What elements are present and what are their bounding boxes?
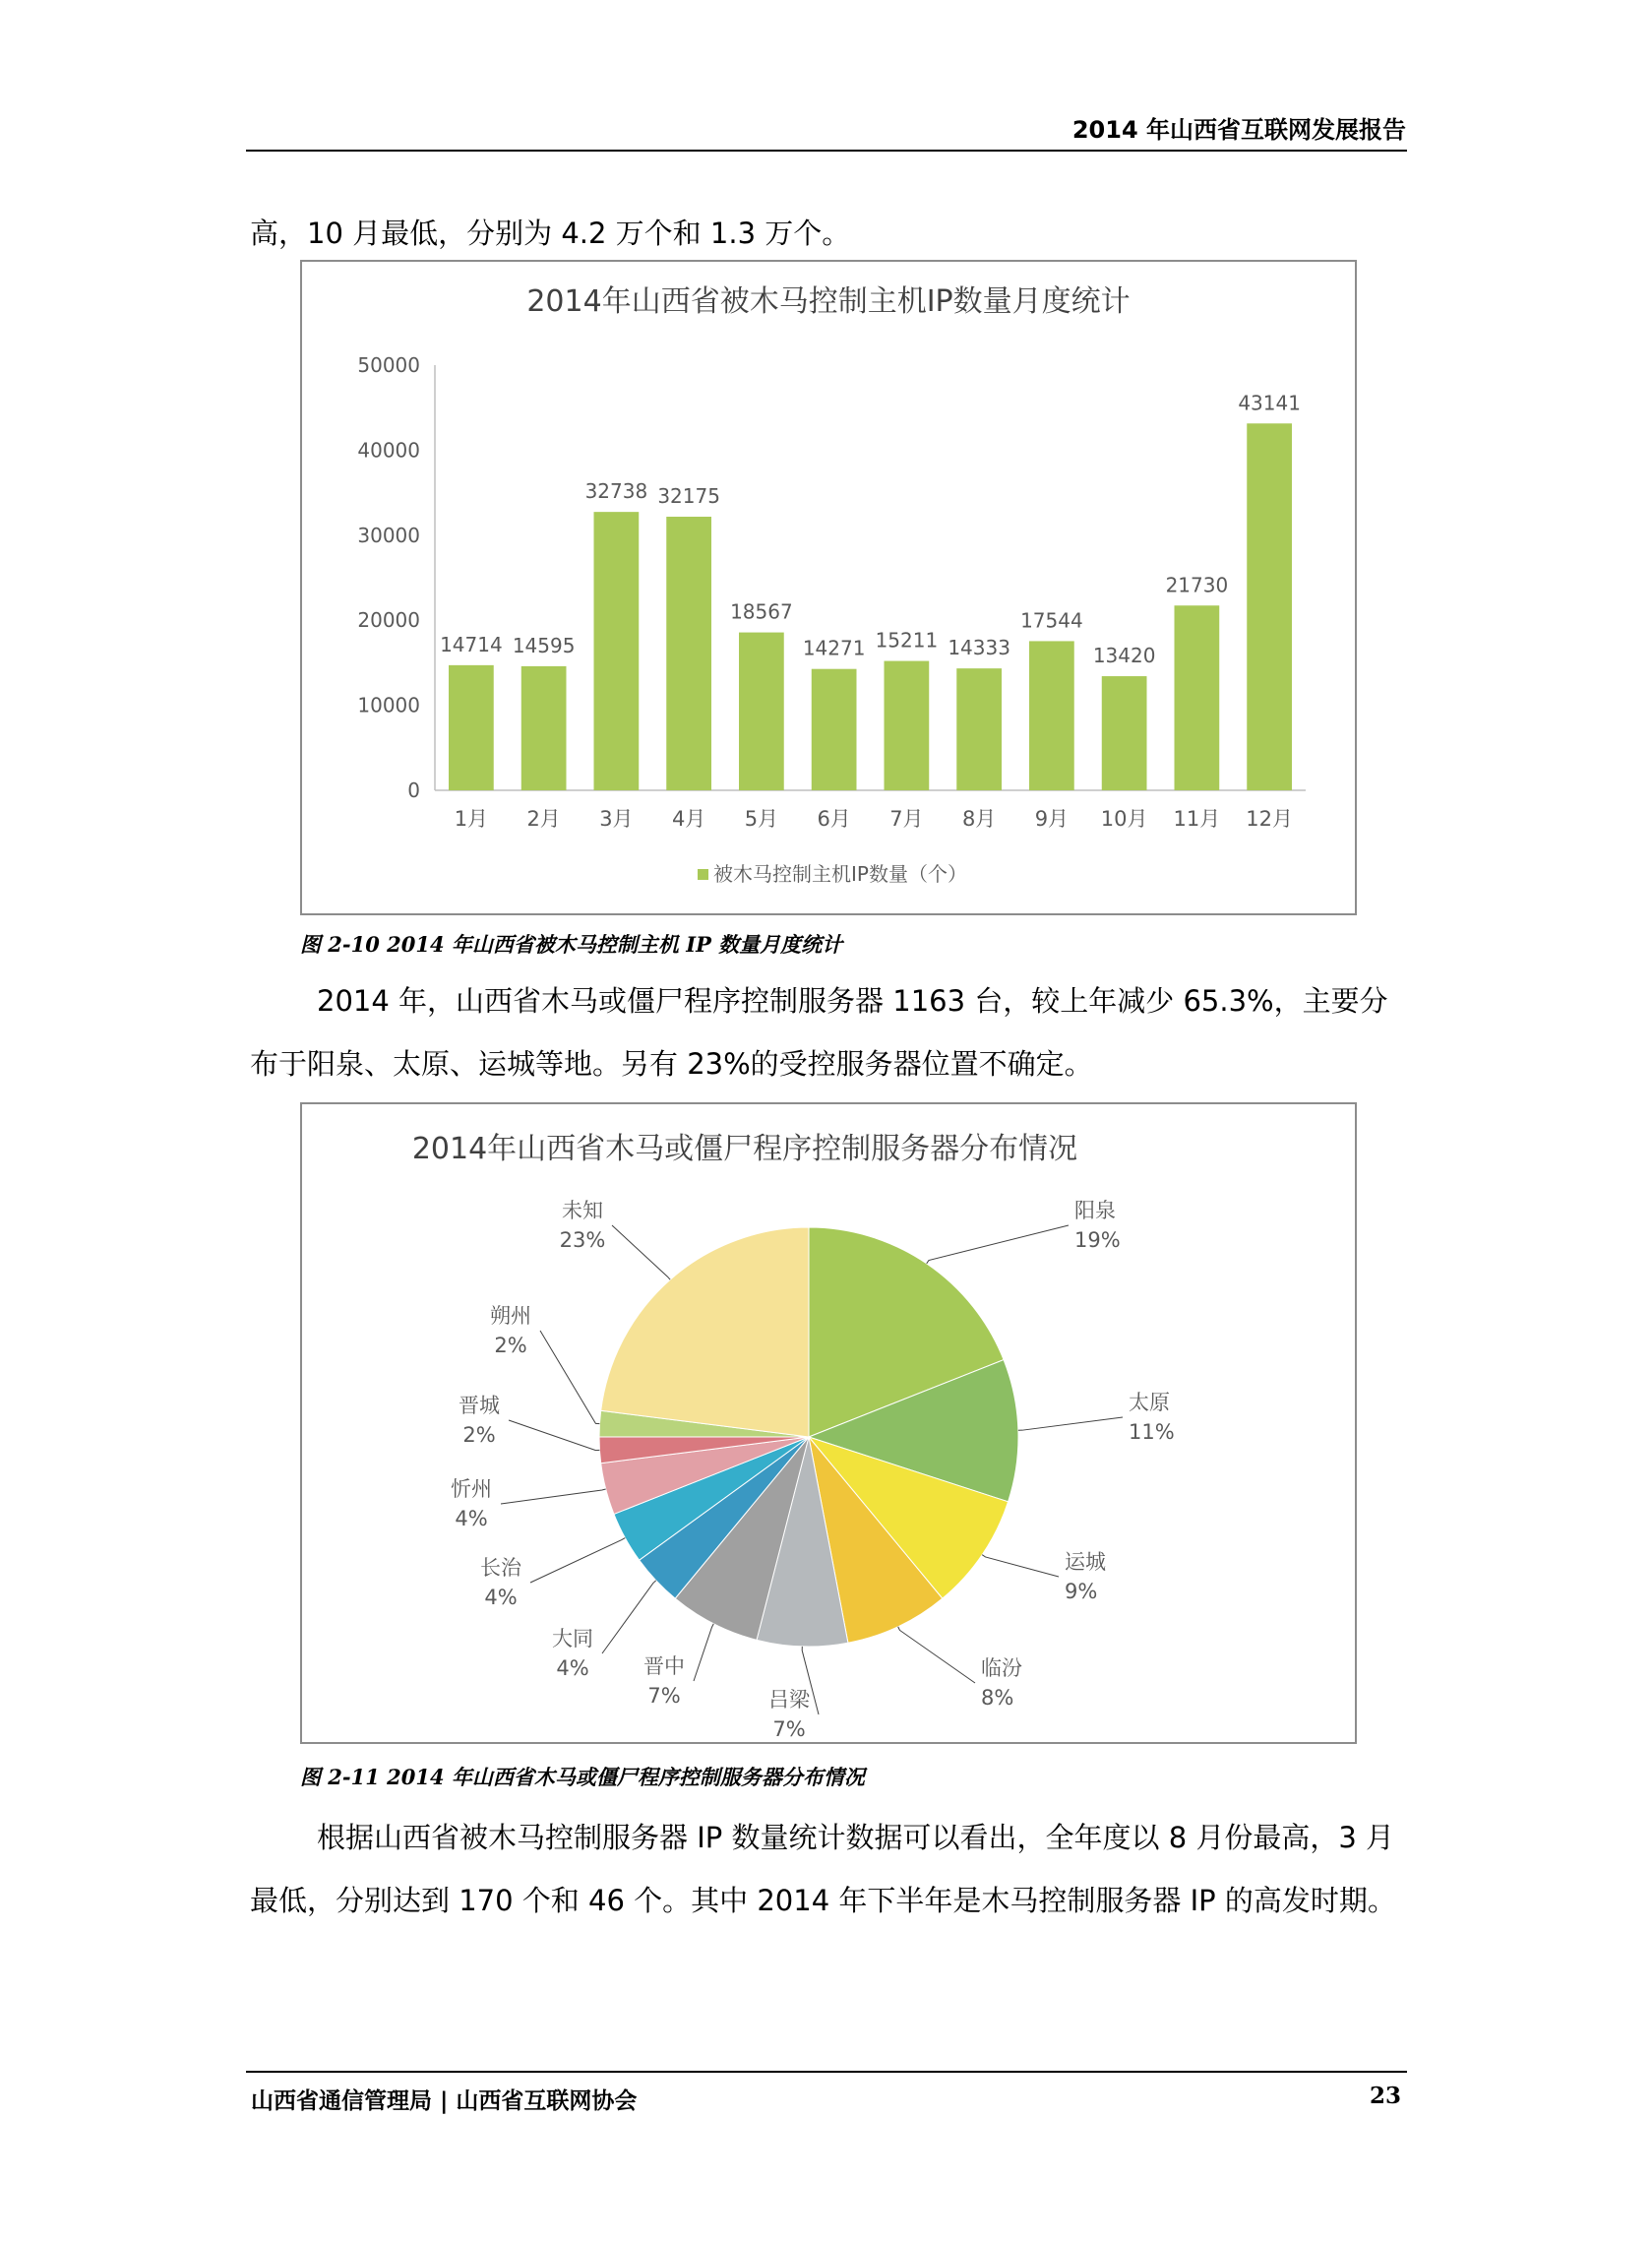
slice-label: 朔州 <box>490 1304 531 1328</box>
leader-line <box>1018 1417 1123 1430</box>
slice-percent-label: 7% <box>772 1717 806 1741</box>
bar <box>885 661 930 790</box>
y-tick-label: 30000 <box>357 523 420 547</box>
leader-line <box>540 1331 599 1424</box>
header-rule <box>246 150 1407 152</box>
footer-organizations: 山西省通信管理局 | 山西省互联网协会 <box>251 2088 638 2114</box>
x-tick-label: 3月 <box>599 807 634 831</box>
slice-label: 晋中 <box>643 1654 685 1678</box>
y-tick-label: 10000 <box>357 693 420 717</box>
slice-percent-label: 2% <box>494 1334 527 1357</box>
slice-percent-label: 19% <box>1074 1228 1121 1252</box>
slice-percent-label: 4% <box>556 1656 589 1680</box>
bar-data-label: 17544 <box>1020 608 1083 633</box>
leader-line <box>927 1225 1069 1264</box>
bar <box>812 669 857 790</box>
leader-line <box>509 1420 599 1451</box>
leader-line <box>530 1538 625 1583</box>
slice-label: 太原 <box>1129 1391 1170 1414</box>
leader-line <box>898 1627 975 1683</box>
legend-label: 被木马控制主机IP数量（个） <box>713 862 967 886</box>
slice-percent-label: 8% <box>981 1686 1014 1710</box>
bar <box>521 666 567 790</box>
x-tick-label: 2月 <box>526 807 561 831</box>
bar-data-label: 21730 <box>1165 573 1229 597</box>
bar <box>1102 676 1147 790</box>
bar <box>956 668 1002 790</box>
slice-label: 运城 <box>1065 1550 1106 1574</box>
bar-data-label: 14714 <box>440 632 503 656</box>
slice-label: 晋城 <box>459 1394 500 1417</box>
bar-data-label: 13420 <box>1092 644 1156 668</box>
slice-percent-label: 4% <box>484 1586 518 1609</box>
x-tick-label: 10月 <box>1100 807 1148 831</box>
slice-percent-label: 2% <box>462 1423 496 1447</box>
slice-label: 忻州 <box>451 1477 492 1501</box>
x-tick-label: 8月 <box>961 807 997 831</box>
bar <box>594 512 640 790</box>
bar-chart-svg <box>302 262 1355 913</box>
figure-caption-2-11: 图 2-11 2014 年山西省木马或僵尸程序控制服务器分布情况 <box>300 1765 865 1789</box>
x-tick-label: 9月 <box>1034 807 1070 831</box>
figure-caption-2-10: 图 2-10 2014 年山西省被木马控制主机 IP 数量月度统计 <box>300 932 843 957</box>
bar <box>1029 641 1074 790</box>
paragraph-3: 根据山西省被木马控制服务器 IP 数量统计数据可以看出，全年度以 8 月份最高，3 月最低，分别达到 170 个和 46 个。其中 2014 年下半年是木马控制服务器 IP 的高发时期。 <box>250 1821 1396 1917</box>
x-tick-label: 1月 <box>454 807 489 831</box>
y-tick-label: 20000 <box>357 608 420 633</box>
slice-percent-label: 4% <box>455 1507 488 1530</box>
y-tick-label: 50000 <box>357 353 420 377</box>
header-title: 2014 年山西省互联网发展报告 <box>1071 116 1406 144</box>
paragraph-1: 高，10 月最低，分别为 4.2 万个和 1.3 万个。 <box>250 217 851 250</box>
leader-line <box>501 1489 606 1504</box>
leader-line <box>602 1581 656 1653</box>
bar <box>739 633 784 790</box>
bar-data-label: 14271 <box>802 636 866 660</box>
slice-percent-label: 9% <box>1065 1580 1098 1603</box>
x-tick-label: 11月 <box>1173 807 1221 831</box>
leader-line <box>612 1225 670 1279</box>
page-number: 23 <box>1369 2083 1401 2109</box>
bar-data-label: 15211 <box>875 628 939 653</box>
x-tick-label: 5月 <box>744 807 779 831</box>
bar <box>449 665 494 790</box>
slice-label: 吕梁 <box>768 1688 810 1712</box>
chart-title: 2014年山西省木马或僵尸程序控制服务器分布情况 <box>411 1132 1078 1166</box>
paragraph-2: 2014 年，山西省木马或僵尸程序控制服务器 1163 台，较上年减少 65.3%，主要分布于阳泉、太原、运城等地。另有 23%的受控服务器位置不确定。 <box>250 984 1388 1081</box>
x-tick-label: 12月 <box>1246 807 1293 831</box>
y-tick-label: 40000 <box>357 438 420 463</box>
x-tick-label: 6月 <box>817 807 851 831</box>
footer-rule <box>246 2071 1407 2073</box>
x-tick-label: 4月 <box>671 807 706 831</box>
x-tick-label: 7月 <box>889 807 924 831</box>
pie-chart <box>300 1102 1357 1744</box>
slice-percent-label: 7% <box>647 1684 681 1708</box>
slice-label: 临汾 <box>981 1656 1022 1680</box>
slice-label: 长治 <box>480 1556 521 1580</box>
slice-percent-label: 23% <box>559 1228 606 1252</box>
bar-data-label: 14595 <box>512 633 576 657</box>
bar-data-label: 14333 <box>948 636 1010 660</box>
bar <box>1175 605 1220 790</box>
leader-line <box>694 1624 713 1681</box>
bar-data-label: 32738 <box>584 479 648 504</box>
chart-title: 2014年山西省被木马控制主机IP数量月度统计 <box>526 284 1131 319</box>
legend-swatch <box>698 869 708 880</box>
y-tick-label: 0 <box>407 778 420 802</box>
bar <box>1247 423 1292 790</box>
bar-data-label: 18567 <box>730 599 793 624</box>
slice-label: 阳泉 <box>1074 1199 1116 1222</box>
bar-data-label: 43141 <box>1238 391 1301 415</box>
bar <box>666 517 711 790</box>
bar-data-label: 32175 <box>657 484 720 509</box>
slice-percent-label: 11% <box>1129 1420 1175 1444</box>
slice-label: 大同 <box>552 1627 593 1650</box>
slice-label: 未知 <box>562 1199 603 1222</box>
pie-slice <box>601 1227 809 1437</box>
pie-chart-svg <box>302 1104 1355 1742</box>
leader-line <box>982 1555 1059 1577</box>
bar-chart <box>300 260 1357 915</box>
